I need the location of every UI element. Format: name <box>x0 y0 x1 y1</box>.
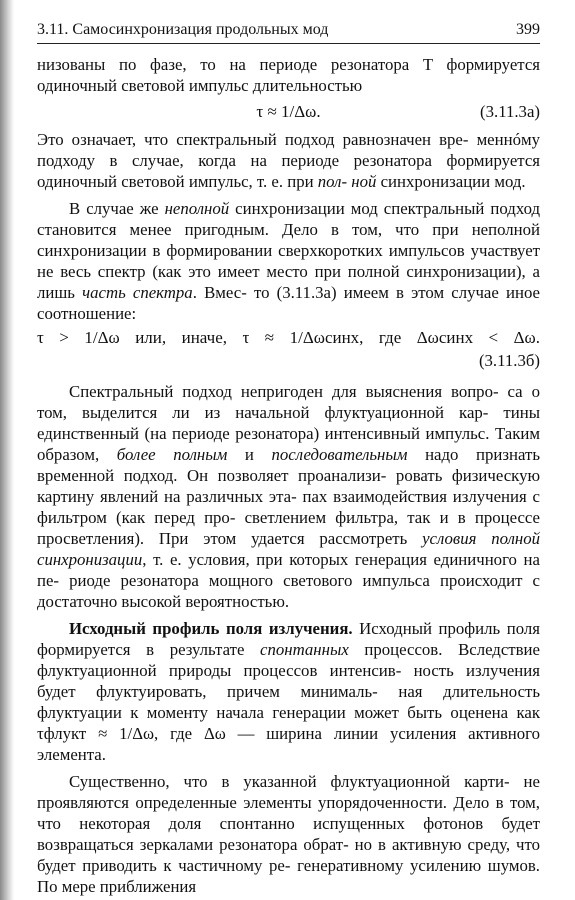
paragraph-ordering: Существенно, что в указанной флуктуационной карти- не проявляются определенные элементы упорядоченности. Дело в том, что некоторая доля спонтанно испущенных фотонов будет возвращаться зеркалами резонатора обрат- но в активную среду, что будет приводить к частичному ре- генеративному усилению шумов. По мере приближения <box>37 772 541 896</box>
book-page <box>37 20 540 897</box>
page-number: 399 <box>516 21 540 38</box>
equation-3-11-3b <box>37 326 540 372</box>
scan-shadow-edge <box>0 0 14 900</box>
paragraph-initial-profile: Исходный профиль поля излучения. Исходный профиль поля формируется в результате спонтанных процессов. Вследствие флуктуационной природы процессов интенсив- ность излучения будет флуктуировать, причем минималь- ная длительность флуктуации к моменту начала генерации может быть оценена как τфлукт ≈ 1/Δω, где Δω — ширина линии усиления активного элемента. <box>37 619 540 764</box>
paragraph-continuation: низованы по фазе, то на периоде резонатора T формируется одиночный световой импульс длительностью <box>37 55 540 95</box>
subsection-heading: Исходный профиль поля излучения. <box>69 619 353 638</box>
equation-expression: τ ≈ 1/Δω. <box>256 102 321 121</box>
equation-expression: τ > 1/Δω или, иначе, τ ≈ 1/Δωсинх, где Δωсинх < Δω. <box>37 328 540 347</box>
paragraph-time-approach: Спектральный подход непригоден для выяснения вопро- са о том, выделится ли из начальной флуктуационной кар- тины единственный (на периоде резонатора) интенсивный импульс. Таким образом, более полным и последовательным надо признать временной подход. Он позволяет проанализи- ровать физическую картину явлений на различных эта- пах взаимодействия излучения с фильтром (как перед про- светлением фильтра, так и в процессе просветления). При этом удается рассмотреть условия полной синхронизации, т. е. условия, при которых генерация единичного на пе- риоде резонатора мощного светового импульса происходит с достаточно высокой вероятностью. <box>37 382 541 611</box>
equation-number: (3.11.3б) <box>478 351 540 370</box>
equation-3-11-3a <box>37 99 540 125</box>
paragraph-incomplete-sync: В случае же неполной синхронизации мод спектральный подход становится менее пригодным. Дело в том, что при неполной синхронизации в формировании сверхкоротких импульсов участвует не весь спектр (как это имеет место при полной синхронизации), а лишь часть спектра. Вмес- то (3.11.3а) имеем в этом случае иное соотношение: <box>37 199 541 323</box>
equation-number: (3.11.3а) <box>480 102 540 121</box>
section-title: 3.11. Самосинхронизация продольных мод <box>37 21 329 38</box>
running-header <box>37 20 540 44</box>
paragraph-spectral-equivalence: Это означает, что спектральный подход равнозначен вре- меннóму подходу в случае, когда на периоде резонатора формируется одиночный световой импульс, т. е. при пол- ной синхронизации мод. <box>37 130 540 191</box>
